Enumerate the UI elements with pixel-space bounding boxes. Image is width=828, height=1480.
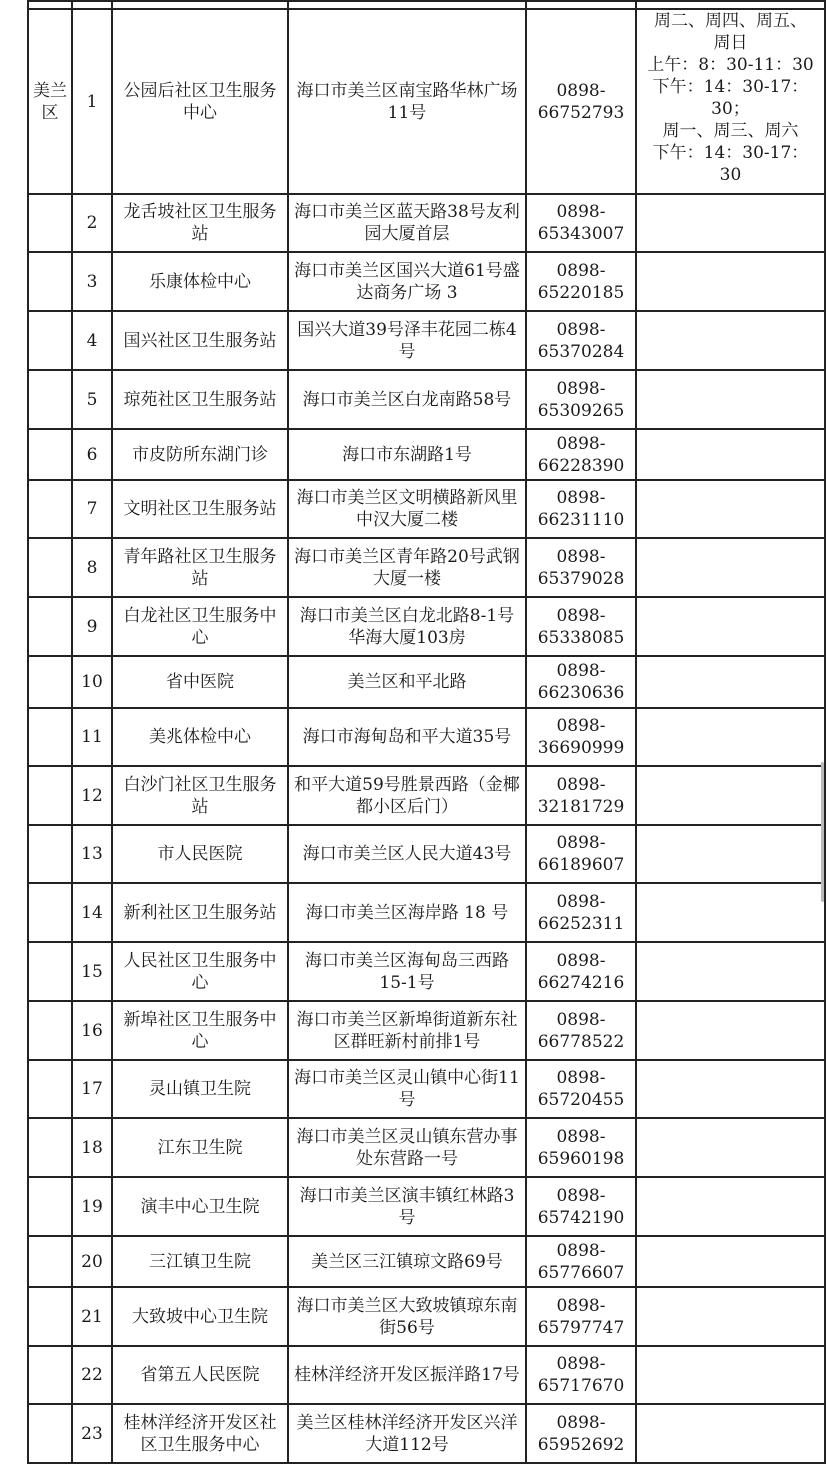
phone-cell	[526, 883, 636, 942]
district-cell	[28, 1118, 72, 1177]
district-cell	[28, 597, 72, 656]
table-row	[28, 1001, 825, 1060]
table-row	[28, 311, 825, 370]
phone-cell	[526, 194, 636, 252]
hours-line: 周一、周三、周六	[662, 121, 799, 141]
phone-cell	[526, 480, 636, 538]
address: 海口市美兰区青年路20号武钢大厦一楼	[288, 538, 526, 597]
row-number: 19	[72, 1177, 112, 1236]
address: 海口市美兰区新埠街道新东社区群旺新村前排1号	[288, 1001, 526, 1060]
address: 海口市东湖路1号	[288, 429, 526, 480]
district-cell	[28, 1287, 72, 1346]
phone-number: 65960198	[537, 1148, 625, 1169]
institution-name: 桂林洋经济开发区社区卫生服务中心	[112, 1404, 288, 1463]
phone-cell	[526, 825, 636, 883]
table-row	[28, 252, 825, 311]
phone-number: 66252311	[537, 913, 625, 934]
district-cell	[28, 1177, 72, 1236]
institution-name: 市人民医院	[112, 825, 288, 883]
institution-name: 省第五人民医院	[112, 1346, 288, 1404]
phone-cell	[526, 538, 636, 597]
address: 美兰区三江镇琼文路69号	[288, 1236, 526, 1287]
address: 海口市美兰区白龙北路8-1号华海大厦103房	[288, 597, 526, 656]
phone-number: 65220185	[537, 282, 625, 303]
hours-line: 上午：8：30-11：30	[647, 55, 814, 75]
phone-area-code: 0898-	[556, 80, 606, 101]
hours-cell	[636, 942, 825, 1001]
hours-cell	[636, 429, 825, 480]
address: 海口市美兰区国兴大道61号盛达商务广场 3	[288, 252, 526, 311]
phone-cell	[526, 942, 636, 1001]
row-number: 10	[72, 656, 112, 708]
phone-area-code: 0898-	[556, 605, 606, 626]
phone-area-code: 0898-	[556, 891, 606, 912]
phone-number: 65370284	[537, 341, 625, 362]
table-row	[28, 1236, 825, 1287]
institution-name: 大致坡中心卫生院	[112, 1287, 288, 1346]
district-cell	[28, 252, 72, 311]
hours-cell	[636, 883, 825, 942]
institution-name: 白龙社区卫生服务中心	[112, 597, 288, 656]
phone-cell	[526, 429, 636, 480]
phone-number: 65797747	[537, 1317, 625, 1338]
row-number: 16	[72, 1001, 112, 1060]
phone-number: 65338085	[537, 627, 625, 648]
phone-cell	[526, 1001, 636, 1060]
district-cell	[28, 1404, 72, 1463]
hours-cell	[636, 1060, 825, 1118]
phone-cell	[526, 311, 636, 370]
phone-area-code: 0898-	[556, 716, 606, 736]
phone-area-code: 0898-	[556, 1068, 606, 1088]
hours-cell	[636, 656, 825, 708]
district-cell	[28, 766, 72, 825]
district-cell	[28, 708, 72, 766]
address: 桂林洋经济开发区振洋路17号	[288, 1346, 526, 1404]
phone-area-code: 0898-	[556, 1295, 606, 1316]
address: 海口市美兰区白龙南路58号	[288, 370, 526, 429]
table-row	[28, 1404, 825, 1463]
hours-line: 下午：14：30-17：	[652, 143, 809, 163]
institution-name: 三江镇卫生院	[112, 1236, 288, 1287]
phone-number: 66274216	[537, 972, 625, 993]
hours-cell	[636, 538, 825, 597]
phone-number: 65309265	[537, 400, 625, 421]
address: 海口市美兰区人民大道43号	[288, 825, 526, 883]
row-number: 7	[72, 480, 112, 538]
hours-cell	[636, 1001, 825, 1060]
address: 海口市美兰区蓝天路38号友利园大厦首层	[288, 194, 526, 252]
hours-cell	[636, 311, 825, 370]
top-cut-row	[28, 1, 825, 9]
institution-name: 新利社区卫生服务站	[112, 883, 288, 942]
district-cell	[28, 1001, 72, 1060]
clinic-table	[27, 0, 826, 1464]
phone-area-code: 0898-	[556, 1185, 606, 1206]
phone-area-code: 0898-	[556, 546, 606, 567]
phone-cell	[526, 1177, 636, 1236]
district-cell	[28, 370, 72, 429]
phone-cell	[526, 370, 636, 429]
address: 海口市美兰区文明横路新风里中汉大厦二楼	[288, 480, 526, 538]
table-row	[28, 708, 825, 766]
phone-area-code: 0898-	[556, 1412, 606, 1433]
row-number: 6	[72, 429, 112, 480]
row-number: 18	[72, 1118, 112, 1177]
row-number: 23	[72, 1404, 112, 1463]
phone-area-code: 0898-	[556, 833, 606, 853]
row-number: 2	[72, 194, 112, 252]
institution-name: 演丰中心卫生院	[112, 1177, 288, 1236]
phone-area-code: 0898-	[556, 202, 606, 222]
phone-number: 66189607	[537, 855, 625, 875]
hours-cell	[636, 1177, 825, 1236]
hours-cell	[636, 370, 825, 429]
row-number: 11	[72, 708, 112, 766]
table-row	[28, 1060, 825, 1118]
phone-area-code: 0898-	[556, 1126, 606, 1147]
row-number: 8	[72, 538, 112, 597]
phone-cell	[526, 1287, 636, 1346]
hours-cell	[636, 597, 825, 656]
hours-cell	[636, 9, 825, 194]
row-number: 22	[72, 1346, 112, 1404]
institution-name: 龙舌坡社区卫生服务站	[112, 194, 288, 252]
hours-cell	[636, 1118, 825, 1177]
scrollbar[interactable]	[821, 762, 824, 902]
table-row	[28, 825, 825, 883]
phone-number: 66231110	[537, 510, 625, 530]
hours-cell	[636, 1287, 825, 1346]
district-cell	[28, 311, 72, 370]
phone-cell	[526, 1236, 636, 1287]
phone-area-code: 0898-	[556, 1354, 606, 1374]
row-number: 5	[72, 370, 112, 429]
address: 美兰区和平北路	[288, 656, 526, 708]
phone-cell	[526, 1118, 636, 1177]
hours-cell	[636, 766, 825, 825]
phone-area-code: 0898-	[556, 260, 606, 281]
phone-number: 36690999	[537, 738, 625, 758]
table-row	[28, 656, 825, 708]
phone-number: 65379028	[537, 568, 625, 589]
clinic-table-body	[28, 1, 825, 1463]
table-row	[28, 1118, 825, 1177]
institution-name: 国兴社区卫生服务站	[112, 311, 288, 370]
hours-line: 30	[719, 165, 742, 185]
phone-area-code: 0898-	[556, 488, 606, 508]
address: 海口市美兰区海岸路 18 号	[288, 883, 526, 942]
address: 海口市美兰区演丰镇红林路3号	[288, 1177, 526, 1236]
phone-number: 66230636	[537, 683, 625, 703]
phone-cell	[526, 9, 636, 194]
district-cell	[28, 656, 72, 708]
institution-name: 新埠社区卫生服务中心	[112, 1001, 288, 1060]
hours-line: 30；	[711, 99, 750, 119]
row-number: 13	[72, 825, 112, 883]
district-cell	[28, 1346, 72, 1404]
table-row	[28, 538, 825, 597]
table-row	[28, 194, 825, 252]
table-row	[28, 480, 825, 538]
phone-cell	[526, 1060, 636, 1118]
phone-cell	[526, 1404, 636, 1463]
phone-cell	[526, 708, 636, 766]
table-row	[28, 766, 825, 825]
table-row	[28, 429, 825, 480]
hours-cell	[636, 825, 825, 883]
district-cell	[28, 194, 72, 252]
table-row	[28, 1287, 825, 1346]
phone-cell	[526, 656, 636, 708]
district-cell	[28, 1236, 72, 1287]
row-number: 21	[72, 1287, 112, 1346]
phone-number: 65717670	[537, 1376, 625, 1396]
row-number: 3	[72, 252, 112, 311]
address: 海口市海甸岛和平大道35号	[288, 708, 526, 766]
phone-area-code: 0898-	[556, 1240, 606, 1261]
institution-name: 公园后社区卫生服务中心	[112, 9, 288, 194]
phone-number: 65776607	[537, 1262, 625, 1283]
phone-number: 66752793	[537, 102, 625, 123]
phone-area-code: 0898-	[556, 319, 606, 340]
row-number: 14	[72, 883, 112, 942]
address: 国兴大道39号泽丰花园二栋4号	[288, 311, 526, 370]
institution-name: 人民社区卫生服务中心	[112, 942, 288, 1001]
table-row	[28, 370, 825, 429]
district-cell	[28, 883, 72, 942]
institution-name: 青年路社区卫生服务站	[112, 538, 288, 597]
address: 海口市美兰区大致坡镇琼东南街56号	[288, 1287, 526, 1346]
row-number: 20	[72, 1236, 112, 1287]
row-number: 15	[72, 942, 112, 1001]
row-number: 9	[72, 597, 112, 656]
phone-number: 65742190	[537, 1207, 625, 1228]
hours-cell	[636, 480, 825, 538]
phone-number: 66228390	[537, 455, 625, 476]
district-cell	[28, 825, 72, 883]
phone-number: 32181729	[537, 796, 625, 817]
hours-cell	[636, 1404, 825, 1463]
table-row	[28, 1177, 825, 1236]
district-cell	[28, 538, 72, 597]
hours-cell	[636, 1346, 825, 1404]
institution-name: 美兆体检中心	[112, 708, 288, 766]
address: 海口市美兰区海甸岛三西路15-1号	[288, 942, 526, 1001]
row-number: 4	[72, 311, 112, 370]
phone-cell	[526, 597, 636, 656]
phone-area-code: 0898-	[556, 378, 606, 399]
district-cell	[28, 942, 72, 1001]
phone-area-code: 0898-	[556, 950, 606, 971]
institution-name: 乐康体检中心	[112, 252, 288, 311]
phone-cell	[526, 1346, 636, 1404]
district-cell	[28, 480, 72, 538]
phone-number: 65952692	[537, 1434, 625, 1455]
hours-cell	[636, 252, 825, 311]
table-row	[28, 883, 825, 942]
phone-area-code: 0898-	[556, 774, 606, 795]
institution-name: 江东卫生院	[112, 1118, 288, 1177]
hours-line: 周日	[713, 33, 748, 53]
table-row	[28, 9, 825, 194]
phone-number: 65343007	[537, 224, 625, 244]
institution-name: 灵山镇卫生院	[112, 1060, 288, 1118]
institution-name: 市皮防所东湖门诊	[112, 429, 288, 480]
address: 海口市美兰区灵山镇中心街11号	[288, 1060, 526, 1118]
phone-number: 66778522	[537, 1031, 625, 1052]
phone-cell	[526, 252, 636, 311]
phone-area-code: 0898-	[556, 1009, 606, 1030]
hours-cell	[636, 194, 825, 252]
institution-name: 省中医院	[112, 656, 288, 708]
phone-area-code: 0898-	[556, 661, 606, 681]
hours-line: 下午：14：30-17：	[652, 77, 809, 97]
phone-number: 65720455	[537, 1090, 625, 1110]
address: 和平大道59号胜景西路（金椰都小区后门）	[288, 766, 526, 825]
phone-cell	[526, 766, 636, 825]
table-row	[28, 597, 825, 656]
table-row	[28, 942, 825, 1001]
phone-area-code: 0898-	[556, 433, 606, 454]
institution-name: 白沙门社区卫生服务站	[112, 766, 288, 825]
district-cell: 美兰区	[28, 9, 72, 194]
hours-cell	[636, 708, 825, 766]
address: 海口市美兰区灵山镇东营办事处东营路一号	[288, 1118, 526, 1177]
address: 海口市美兰区南宝路华林广场11号	[288, 9, 526, 194]
row-number: 12	[72, 766, 112, 825]
institution-name: 琼苑社区卫生服务站	[112, 370, 288, 429]
table-row	[28, 1346, 825, 1404]
address: 美兰区桂林洋经济开发区兴洋大道112号	[288, 1404, 526, 1463]
hours-cell	[636, 1236, 825, 1287]
row-number: 17	[72, 1060, 112, 1118]
institution-name: 文明社区卫生服务站	[112, 480, 288, 538]
district-cell	[28, 1060, 72, 1118]
district-cell	[28, 429, 72, 480]
row-number: 1	[72, 9, 112, 194]
hours-line: 周二、周四、周五、	[654, 11, 807, 31]
